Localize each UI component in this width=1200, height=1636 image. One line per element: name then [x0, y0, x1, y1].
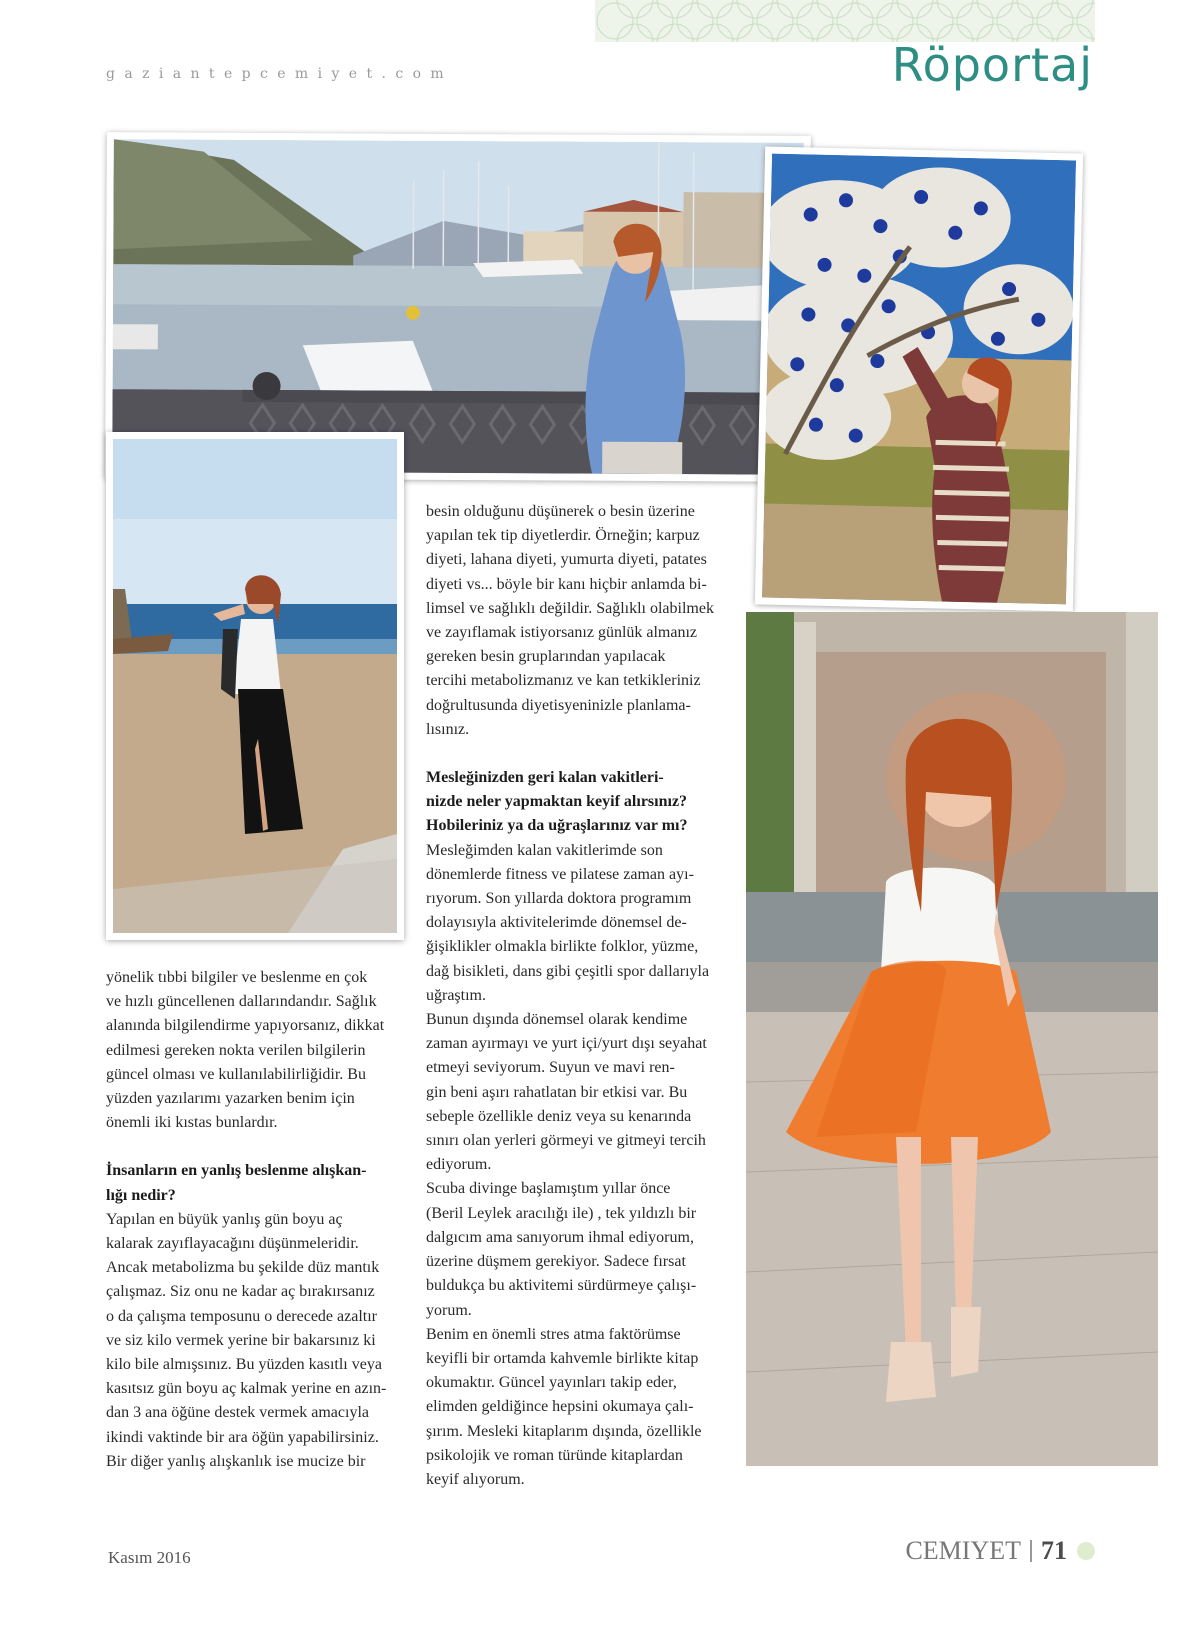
text-line: o da çalışma temposunu o derecede azaltır [106, 1307, 377, 1325]
text-line: besin olduğunu düşünerek o besin üzerine [426, 503, 695, 520]
text-line: lısınız. [426, 720, 470, 738]
text-line: ikindi vaktinde bir ara öğün yapabilirsiniz. [106, 1428, 379, 1446]
interview-question: Mesleğinizden geri kalan vakitleri- [426, 769, 664, 787]
photo-harbor [105, 132, 811, 482]
text-line: keyifli bir ortamda kahvemle birlikte kitap [426, 1349, 699, 1367]
text-line: Benim en önemli stres atma faktörümse [426, 1325, 681, 1343]
footer-divider [1030, 1540, 1032, 1562]
photo-beach [106, 432, 404, 940]
text-line: Scuba divinge başlamıştım yıllar önce [426, 1180, 671, 1198]
text-line: yapılan tek tip diyetlerdir. Örneğin; karpuz [426, 527, 700, 545]
text-line: ve siz kilo vermek yerine bir bakarsınız ki [106, 1331, 376, 1349]
text-line: sebeple özellikle deniz veya su kenarında [426, 1107, 692, 1125]
text-line: psikolojik ve roman türünde kitaplardan [426, 1446, 683, 1464]
page-footer [905, 1536, 1095, 1566]
text-line: yorum. [426, 1301, 472, 1319]
text-line: Mesleğimden kalan vakitlerimde son [426, 841, 663, 859]
text-line: limsel ve sağlıklı değildir. Sağlıklı olabilmek [426, 599, 714, 617]
text-line: etmeyi seviyorum. Suyun ve mavi ren- [426, 1059, 675, 1077]
interview-question: nizde neler yapmaktan keyif alırsınız? [426, 793, 688, 811]
text-line: keyif alıyorum. [426, 1470, 525, 1488]
issue-date: Kasım 2016 [108, 1548, 191, 1567]
interview-question: İnsanların en yanlış beslenme alışkan- [106, 1162, 367, 1180]
text-line: dolayısıyla aktivitelerimde dönemsel de- [426, 914, 687, 932]
text-line: Yapılan en büyük yanlış gün boyu aç [106, 1210, 343, 1228]
text-line: doğrultusunda diyetisyeninizle planlama- [426, 696, 691, 714]
text-line: Bunun dışında dönemsel olarak kendime [426, 1011, 688, 1029]
text-line: buldukça bu aktivitemi sürdürmeye çalışı- [426, 1277, 697, 1295]
header-ornament [595, 0, 1095, 42]
photo-evil-eye-tree [755, 146, 1083, 611]
text-line: kilo bile almışsınız. Bu yüzden kasıtlı veya [106, 1356, 382, 1374]
text-line: şırım. Mesleki kitaplarım dışında, özellikle [426, 1422, 702, 1440]
text-line: ve zayıflamak istiyorsanız günlük almanız [426, 624, 698, 642]
text-line: ğişiklikler olmakla birlikte folklor, yüzme, [426, 938, 699, 956]
interview-question: lığı nedir? [106, 1186, 176, 1204]
text-line: üzerine düşmem gerekiyor. Sadece fırsat [426, 1253, 686, 1271]
text-line: çalışmaz. Siz onu ne kadar aç bırakırsanız [106, 1283, 375, 1301]
text-line: güncel olması ve kullanılabilirliğidir. Bu [106, 1065, 366, 1083]
text-line: kalarak zayıflayacağını düşünmeleridir. [106, 1235, 359, 1253]
article-column-left [106, 966, 406, 1474]
text-line: diyeti, lahana diyeti, yumurta diyeti, patates [426, 551, 707, 569]
text-line: dalgıcım ama sanıyorum ihmal ediyorum, [426, 1228, 694, 1246]
text-line: zaman ayırmayı ve yurt içi/yurt dışı seyahat [426, 1035, 707, 1053]
text-line: uğraştım. [426, 986, 486, 1004]
text-line: elimden geldiğince hepsini okumaya çalı- [426, 1398, 694, 1416]
text-line: alanında bilgilendirme yapıyorsanız, dikkat [106, 1017, 385, 1035]
text-line: okumaktır. Güncel yayınları takip eder, [426, 1374, 677, 1392]
site-url[interactable]: gaziantepcemiyet.com [106, 66, 454, 82]
text-line: yönelik tıbbi bilgiler ve beslenme en çok [106, 969, 368, 986]
text-line: ve hızlı güncellenen dallarındandır. Sağlık [106, 993, 377, 1011]
text-line: Ancak metabolizma bu şekilde düz mantık [106, 1259, 380, 1277]
text-line: (Beril Leylek aracılığı ile) , tek yıldızlı bir [426, 1204, 697, 1222]
text-line: sınırı olan yerleri görmeyi ve gitmeyi tercih [426, 1132, 706, 1150]
text-line: ediyorum. [426, 1156, 492, 1174]
page-dot-icon [1077, 1542, 1095, 1560]
text-line: diyeti vs... böyle bir kanı hiçbir anlamda bi- [426, 575, 707, 593]
text-line: tercihi metabolizmanız ve kan tetkikleriniz [426, 672, 701, 690]
text-line: dan 3 ana öğüne destek vermek amacıyla [106, 1404, 369, 1422]
text-line: gin beni aşırı rahatlatan bir etkisi var. Bu [426, 1083, 688, 1101]
page-number: 71 [1041, 1536, 1067, 1565]
text-line: dönemlerde fitness ve pilatese zaman ayı- [426, 865, 694, 883]
text-line: dağ bisikleti, dans gibi çeşitli spor dallarıyla [426, 962, 710, 980]
text-line: kasıtsız gün boyu aç kalmak yerine en azın- [106, 1380, 387, 1398]
magazine-brand: CEMIYET [905, 1536, 1021, 1565]
text-line: önemli iki kıstas bunlardır. [106, 1114, 278, 1132]
text-line: Bir diğer yanlış alışkanlık ise mucize bir [106, 1452, 366, 1470]
section-title: Röportaj [891, 38, 1093, 92]
text-line: edilmesi gereken nokta verilen bilgilerin [106, 1041, 366, 1059]
text-line: yüzden yazılarımı yazarken benim için [106, 1090, 355, 1108]
article-column-middle [426, 500, 736, 1492]
text-line: rıyorum. Son yıllarda doktora programım [426, 890, 692, 908]
photo-portrait-orange-skirt [746, 612, 1158, 1466]
interview-question: Hobileriniz ya da uğraşlarınız var mı? [426, 817, 688, 835]
text-line: gereken besin gruplarından yapılacak [426, 648, 666, 666]
